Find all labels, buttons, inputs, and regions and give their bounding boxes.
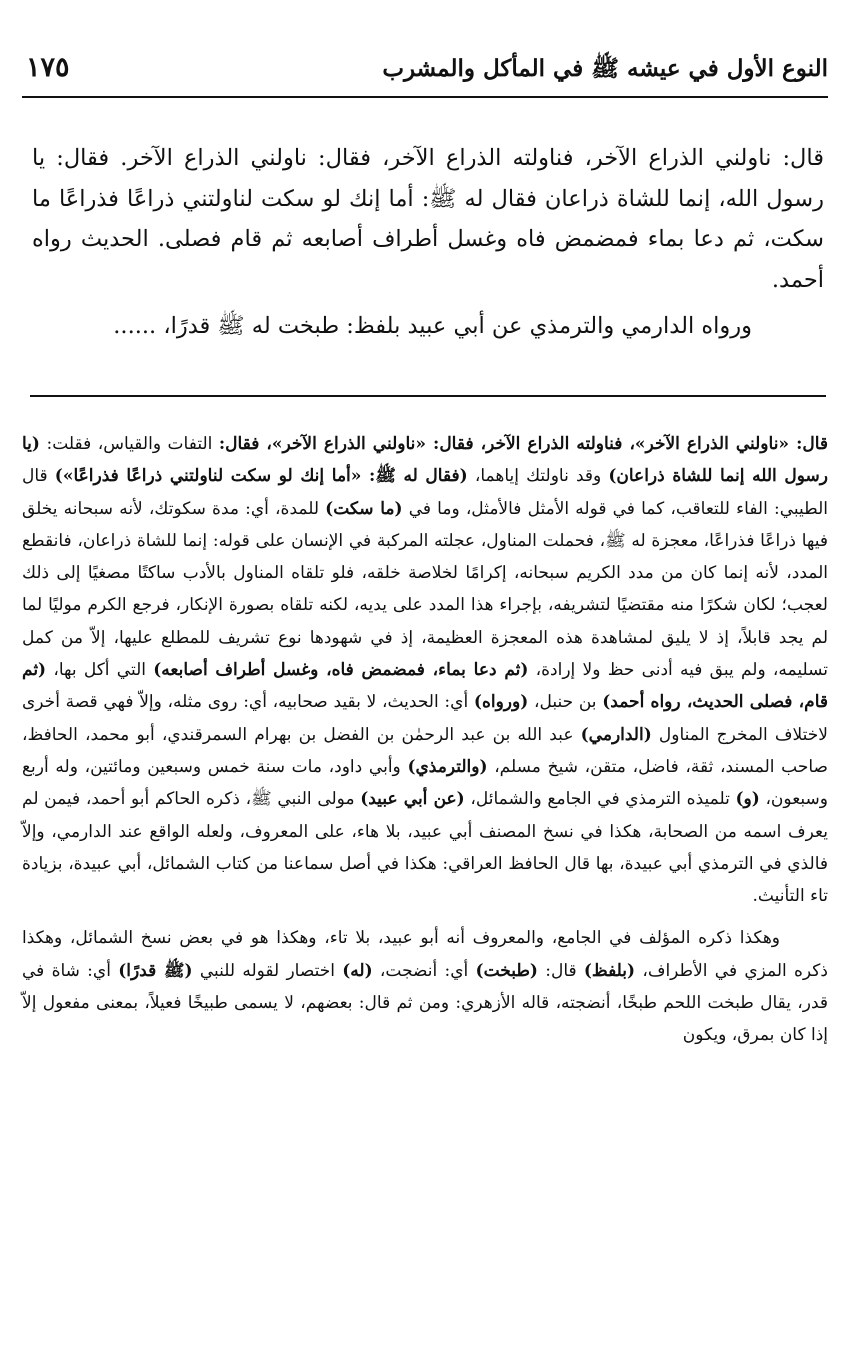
section-divider: [30, 395, 826, 397]
quoted-hadith-phrase: (ورواه): [473, 692, 529, 713]
commentary-text: تلميذه الترمذي في الجامع والشمائل،: [464, 789, 736, 810]
quoted-hadith-phrase: (و): [735, 789, 760, 810]
commentary-paragraph: [22, 428, 828, 912]
commentary-text: مولى النبي ﷺ، ذكره الحاكم أبو أحمد، فيمن لم يعرف اسمه من الصحابة، هكذا في نسخ المصنف أبي عبيد، بلا هاء، على المعروف، ولعله الواقع عند الدارمي، وإلاّ فالذي في الترمذي أبي عبيدة، بها قال الحافظ العراقي: هكذا في أصل سماعنا من كتاب الشمائل، أبي عبيدة، بزيادة تاء التأنيث.: [22, 789, 828, 907]
hadith-text: [32, 138, 824, 347]
quoted-hadith-phrase: (ﷺ قدرًا): [118, 960, 193, 981]
quoted-hadith-phrase: (بلفظ): [583, 960, 636, 981]
commentary-text: أي: شاة في قدر، يقال طبخت اللحم طبخًا، أنضجته، قاله الأزهري: ومن ثم قال: بعضهم، لا يسمى طبيخًا فعيلاً، بمعنى مفعول إلاّ إذا كان بمرق، ويكون: [22, 960, 828, 1046]
page-number: ١٧٥: [26, 52, 70, 83]
commentary-text: بن حنبل،: [528, 692, 603, 713]
quoted-hadith-phrase: (فقال له ﷺ: «أما إنك لو سكت لناولتني ذراعًا فذراعًا»): [54, 466, 468, 487]
commentary-text: التي أكل بها،: [46, 660, 154, 681]
hadith-paragraph: ورواه الدارمي والترمذي عن أبي عبيد بلفظ: طبخت له ﷺ قدرًا، ......: [113, 313, 752, 339]
commentary-text: التفات والقياس، فقلت:: [39, 434, 219, 454]
quoted-hadith-phrase: (له): [342, 960, 373, 981]
commentary-text: اختصار لقوله للنبي: [192, 960, 343, 981]
quoted-hadith-phrase: (طبخت): [475, 960, 538, 981]
running-header: [22, 52, 828, 98]
quoted-hadith-phrase: (عن أبي عبيد): [360, 789, 465, 810]
quoted-hadith-phrase: (والترمذي): [407, 756, 488, 777]
commentary-text: وقد ناولتك إياهما،: [467, 466, 609, 487]
commentary-text: قال:: [537, 960, 584, 981]
quoted-hadith-phrase: (يا رسول الله إنما للشاة ذراعان): [22, 434, 828, 487]
chapter-title: النوع الأول في عيشه ﷺ في المأكل والمشرب: [382, 55, 828, 82]
commentary-text: للمدة، أي: مدة سكوتك، لأنه سبحانه يخلق فيها ذراعًا فذراعًا، معجزة له ﷺ، فحملت المناول، عجلته المركبة في الإنسان على قوله: إنما للشاة ذراعان، فانقطع المدد، لأنه إنما كان من مدد الكريم سبحانه، إكرامًا لخلاصة خلقه، فلو تلقاه المناول بالأدب ساكتًا مصغيًا إلى ذلك لعجب؛ لكان شكرًا منه مقتضيًا لتشريفه، بإجراء هذا المدد على يديه، لكنه تلقاه بصورة الإنكار، فرجع الكرم موليًا لما لم يجد قابلاً، إذ لا يليق لمشاهدة هذه المعجزة العظيمة، إذ في شهودها نوع تشريف للمطلع عليها، إلاّ من كمل تسليمه، ولم يبق فيه أدنى حظ ولا إرادة،: [22, 498, 828, 681]
commentary-paragraph: [22, 922, 828, 1051]
quoted-hadith-phrase: (ثم دعا بماء، فمضمض فاه، وغسل أطراف أصابعه): [153, 660, 529, 681]
commentary-text: أي: الحديث، لا بقيد صحابيه، أي: روى مثله، وإلاّ فهي قصة أخرى لاختلاف المخرج المناول: [22, 692, 828, 745]
quoted-hadith-phrase: (ما سكت): [325, 498, 403, 519]
commentary: [22, 428, 828, 1052]
quoted-hadith-phrase: (ثم قام، فصلى الحديث، رواه أحمد): [22, 660, 828, 713]
quoted-hadith-phrase: قال: «ناولني الذراع الآخر»، فناولته الذراع الآخر، فقال: «ناولني الذراع الآخر»، فقال:: [218, 434, 829, 454]
commentary-text: قال الطيبي: الفاء للتعاقب، كما في قوله الأمثل فالأمثل، وما في: [22, 466, 828, 519]
commentary-text: وهكذا ذكره المؤلف في الجامع، والمعروف أنه أبو عبيد، بلا تاء، وهكذا هو في بعض نسخ الشمائل، وهكذا ذكره المزي في الأطراف،: [22, 928, 828, 981]
hadith-paragraph: قال: ناولني الذراع الآخر، فناولته الذراع الآخر، فقال: ناولني الذراع الآخر. فقال: يا رسول الله، إنما للشاة ذراعان فقال له ﷺ: أما إنك لو سكت لناولتني ذراعًا فذراعًا ما سكت، ثم دعا بماء فمضمض فاه وغسل أطراف أصابعه ثم قام فصلى. الحديث رواه أحمد.: [32, 145, 824, 293]
quoted-hadith-phrase: (الدارمي): [580, 724, 652, 745]
commentary-text: وأبي داود، مات سنة خمس وسبعين ومائتين، وله أربع وسبعون،: [22, 756, 828, 810]
commentary-text: عبد الله بن عبد الرحمٰن بن الفضل بن بهرام السمرقندي، أبو محمد، الحافظ، صاحب المسند، ثقة، فاضل، متقن، شيخ مسلم،: [22, 724, 828, 777]
commentary-text: أي: أنضجت،: [372, 960, 476, 981]
